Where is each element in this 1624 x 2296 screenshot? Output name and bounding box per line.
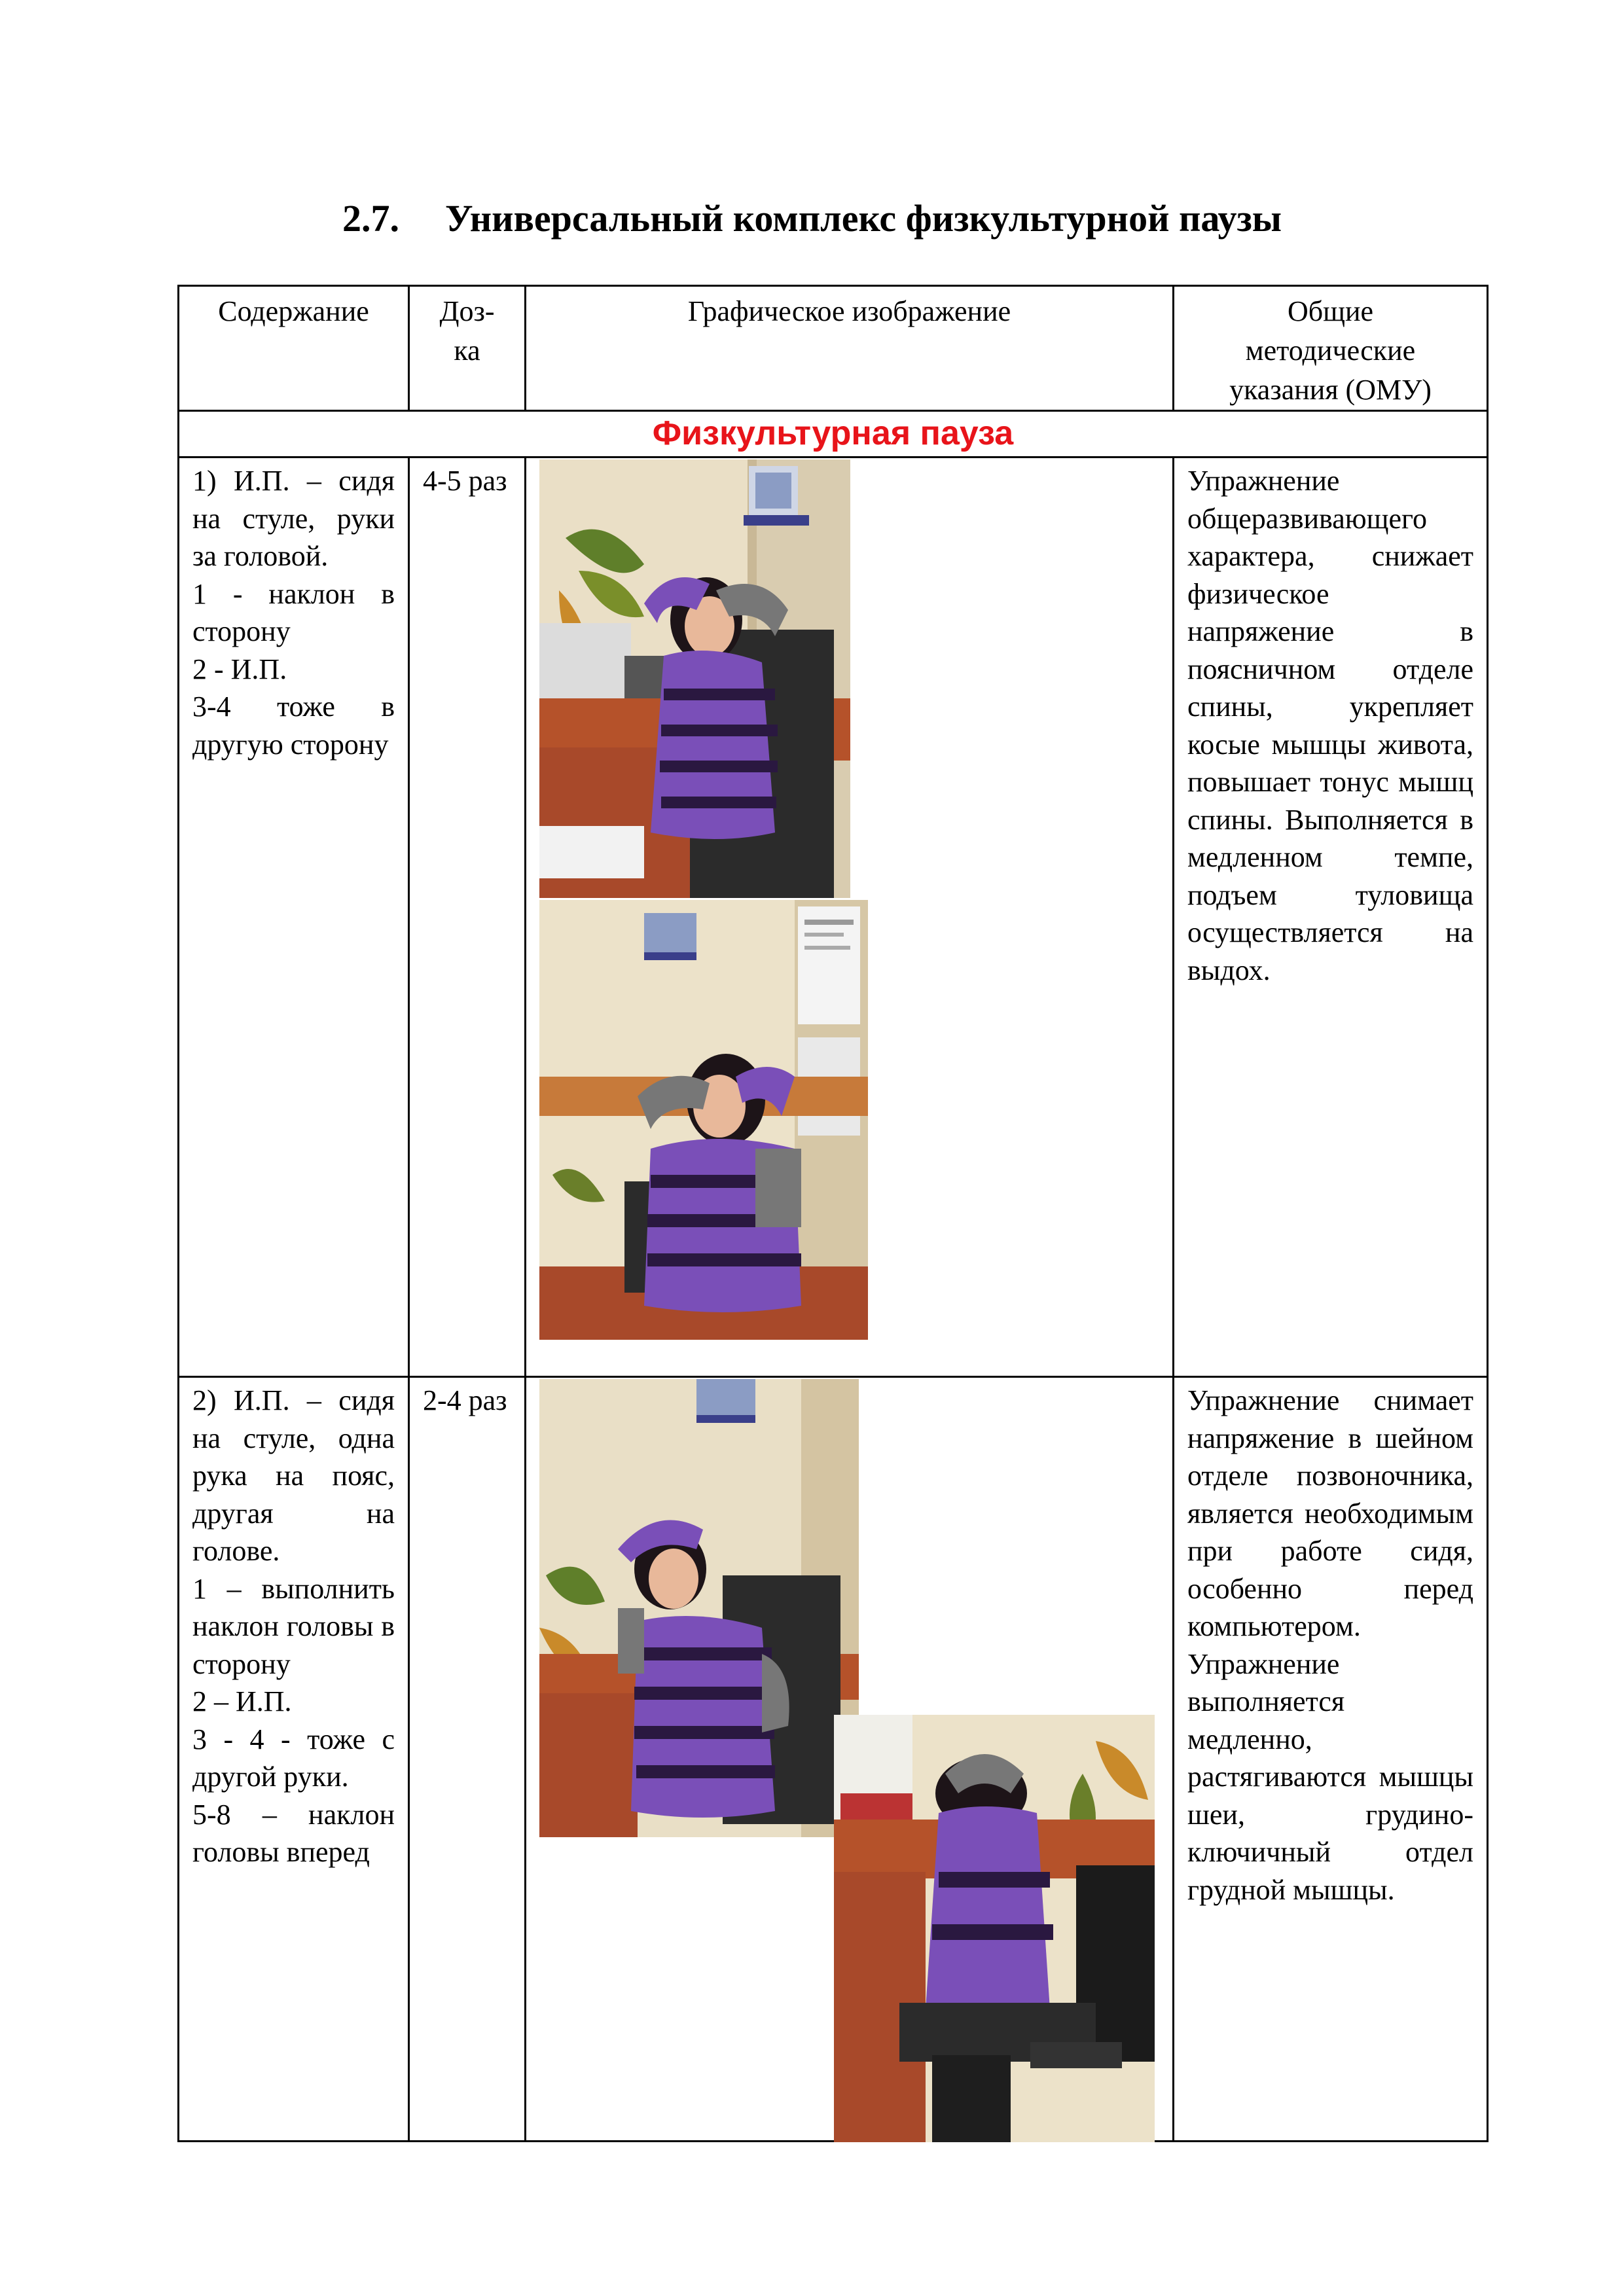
exercise-photo — [539, 459, 850, 898]
table-row — [179, 1377, 1488, 2142]
header-image: Графическое изображение — [526, 286, 1174, 411]
content-line: 1 – выполнить наклон головы в сторону — [192, 1572, 395, 1680]
section-number: 2.7. — [342, 197, 399, 240]
content-line: 1) И.П. – сидя на стуле, руки за головой. — [192, 465, 395, 572]
section-heading — [0, 196, 1624, 240]
methodical-notes: Упражнение снимает напряжение в шейном отделе позвоночника, является необходимым при работе сидя, особенно перед компьютером. Упражнение выполняется медленно, растягиваются мышцы шеи, грудино-ключичный отдел грудной мышцы. — [1187, 1384, 1473, 1906]
dose-cell — [409, 1377, 526, 2142]
notes-cell — [1174, 1377, 1488, 2142]
exercise-content — [179, 1378, 408, 1871]
content-cell — [179, 1377, 409, 2142]
content-cell — [179, 457, 409, 1377]
photo-head-tilt-hand-on-hip — [539, 1379, 859, 1837]
dose-value: 4-5 раз — [423, 465, 507, 497]
exercise-photo — [539, 900, 868, 1340]
exercise-photo — [834, 1715, 1155, 2142]
header-content: Содержание — [179, 286, 409, 411]
exercise-photo — [539, 1379, 859, 1837]
dose-cell — [409, 457, 526, 1377]
content-line: 2) И.П. – сидя на стуле, одна рука на пояс, другая на голове. — [192, 1384, 395, 1567]
photo-seated-hands-behind-head — [539, 459, 850, 898]
dose-value: 2-4 раз — [423, 1384, 507, 1416]
table-row — [179, 457, 1488, 1377]
content-line: 2 - И.П. — [192, 653, 287, 685]
content-line: 5-8 – наклон головы вперед — [192, 1798, 395, 1868]
image-cell — [526, 457, 1174, 1377]
section-title-cell: Физкультурная пауза — [179, 411, 1488, 457]
content-line: 2 – И.П. — [192, 1685, 292, 1717]
notes-cell — [1174, 457, 1488, 1377]
header-row — [179, 286, 1488, 411]
content-line: 1 - наклон в сторону — [192, 577, 395, 647]
methodical-notes: Упражнение общеразвивающего характера, снижает физическое напряжение в поясничном отделе спины, укрепляет косые мышцы живота, повышает тонус мышц спины. Выполняется в медленном темпе, подъем туловища осуществляется на выдох. — [1187, 465, 1473, 986]
photo-head-forward-bend — [834, 1715, 1155, 2142]
header-dose: Доз-ка — [409, 286, 526, 411]
section-row — [179, 411, 1488, 457]
header-notes: Общие методические указания (ОМУ) — [1174, 286, 1488, 411]
exercise-content — [179, 458, 408, 763]
photo-seated-side-bend — [539, 900, 868, 1340]
exercise-table — [177, 285, 1489, 2142]
content-line: 3 - 4 - тоже с другой руки. — [192, 1723, 395, 1793]
content-line: 3-4 тоже в другую сторону — [192, 691, 395, 761]
image-cell — [526, 1377, 1174, 2142]
section-title: Универсальный комплекс физкультурной паузы — [444, 197, 1282, 240]
